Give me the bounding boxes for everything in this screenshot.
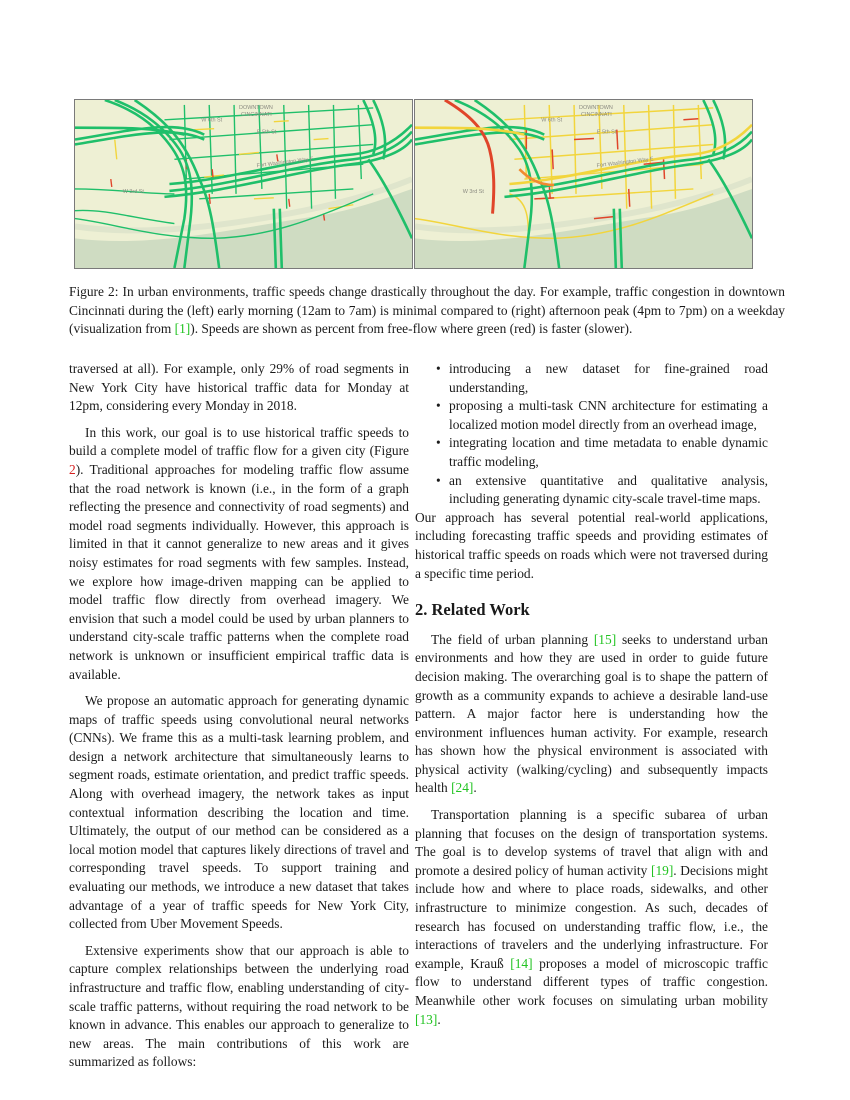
rw1-text-c: . (473, 780, 477, 796)
map-label-fort-washington: Fort Washington Way E (596, 156, 654, 170)
map-label-e5th: E 5th St (256, 129, 277, 136)
paragraph-goal (69, 424, 409, 684)
contribution-item: • integrating location and time metadata to enable dynamic traffic modeling, (449, 434, 768, 471)
rw2-text-d: . (437, 1011, 441, 1027)
contribution-item: • an extensive quantitative and qualitative analysis, including generating dynamic city-scale travel-time maps. (449, 472, 768, 509)
caption-text-1: In urban environments, traffic speeds change drastically throughout the day. For example, traffic congestion in downtown Cincinnati during the (left) early morning (12am to 7am) is minimal compared to (right) afternoon peak (4pm to 7pm) on a weekday (visualization from (69, 284, 785, 336)
rw2-text-c: proposes a model of microscopic traffic flow to understand different types of traffic congestion. Meanwhile other work focuses on simulating urban mobility (415, 955, 768, 1008)
citation-link-14[interactable]: [14] (510, 955, 533, 971)
citation-link-13[interactable]: [13] (415, 1011, 438, 1027)
map-label-w3rd: W 3rd St (122, 188, 144, 195)
paragraph-approach: We propose an automatic approach for generating dynamic maps of traffic speeds using convolutional neural networks (CNNs). We frame this as a multi-task learning problem, and design a network architecture that simultaneously learns to segment roads, estimate orientation, and predict traffic speeds. Along with overhead imagery, the network takes as input contextual information describing the location and time. Ultimately, the output of our method can be considered as a local motion model that captures likely directions of travel and corresponding travel speeds. To support training and evaluating our methods, we introduce a new dataset that takes advantage of a year of traffic speeds for New York City, collected from Uber Movement Speeds. (69, 693, 409, 932)
paragraph-applications: Our approach has several potential real-world applications, including forecasting traffic speeds and providing estimates of historical traffic speeds on roads which were not traversed during a specific time period. (415, 509, 768, 581)
map-label-downtown: DOWNTOWN (579, 104, 613, 111)
paragraph-goal-text-b: ). Traditional approaches for modeling traffic flow assume that the road network is known (i.e., in the form of a graph reflecting the presence and connectivity of road segments) and model road segments individually. However, this approach is limited in that it cannot generalize to new areas and it gives noisy estimates for road segments with few samples. Instead, we explore how image-driven mapping can be applied to model traffic flow directly from overhead imagery. We envision that such a model could be used by urban planners to understand city-scale traffic patterns when the complete road network is unknown or insufficient empirical traffic data is available. (69, 461, 409, 682)
map-label-w6th: W 6th St (541, 117, 563, 124)
contributions-list (428, 360, 768, 509)
rw1-text-a: The field of urban planning (431, 631, 594, 647)
paragraph-continued: traversed at all). For example, only 29% of road segments in New York City have historical traffic data for Monday at 12pm, considering every Monday in 2018. (69, 361, 409, 414)
figure-caption (69, 283, 785, 339)
citation-link-24[interactable]: [24] (451, 780, 474, 796)
paragraph-transportation-planning (415, 806, 768, 1029)
figure-ref-link[interactable]: 2 (69, 461, 76, 477)
map-label-downtown: DOWNTOWN (239, 104, 273, 111)
map-label-fort-washington: Fort Washington Way E (256, 156, 314, 170)
map-label-w6th: W 6th St (201, 117, 223, 124)
rw1-text-b: seeks to understand urban environments and how they are used in order to guide future decision making. The overarching goal is to shape the pattern of growth as a community expands to achieve a desirable land-use pattern. A major factor here is understanding how the environment influences human activity. For example, research has shown how the physical environment is associated with physical activity (walking/cycling) and subsequently impacts health (415, 631, 768, 796)
right-column (415, 360, 768, 1037)
contribution-item: • introducing a new dataset for fine-grained road understanding, (449, 360, 768, 397)
map-label-cincinnati: CINCINNATI (581, 111, 612, 118)
paragraph-urban-planning (415, 631, 768, 798)
citation-link-15[interactable]: [15] (593, 631, 617, 647)
section-heading-related-work: 2. Related Work (415, 600, 530, 620)
caption-text-2: ). Speeds are shown as percent from free-flow where green (red) is faster (slower). (190, 321, 633, 336)
left-column (69, 360, 409, 1080)
traffic-map-left (75, 100, 412, 268)
map-label-cincinnati: CINCINNATI (241, 111, 272, 118)
rw2-text-a: Transportation planning is a specific subarea of urban planning that focuses on the design of transportation systems. The goal is to develop systems of travel that align with and promote a desired policy of human activity (415, 807, 768, 878)
contribution-item: • proposing a multi-task CNN architecture for estimating a localized motion model directly from an overhead image, (449, 397, 768, 434)
citation-link-19[interactable]: [19] (650, 862, 674, 878)
traffic-map-right (415, 100, 752, 268)
paragraph-experiments: Extensive experiments show that our approach is able to capture complex relationships between the underlying road infrastructure and traffic flow, enabling understanding of city-scale traffic patterns, without requiring the road network to be known in advance. This enables our approach to generalize to new areas. The main contributions of this work are summarized as follows: (69, 942, 409, 1070)
citation-link-1[interactable]: [1] (174, 321, 191, 336)
figure-map-left-early-morning (74, 99, 413, 269)
figure-map-right-afternoon-peak (414, 99, 753, 269)
paragraph-goal-text-a: In this work, our goal is to use historical traffic speeds to build a complete model of traffic flow for a given city (Figure (69, 424, 409, 459)
map-label-w3rd: W 3rd St (462, 188, 484, 195)
map-label-e5th: E 5th St (596, 129, 617, 136)
rw2-text-b: . Decisions might include how and where to place roads, sidewalks, and other infrastructure to minimize congestion. As such, decades of research has focused on understanding traffic flow, i.e., the interactions of travelers and the underlying infrastructure. For example, Krauß (415, 862, 768, 971)
figure-label: Figure 2: (69, 284, 119, 299)
